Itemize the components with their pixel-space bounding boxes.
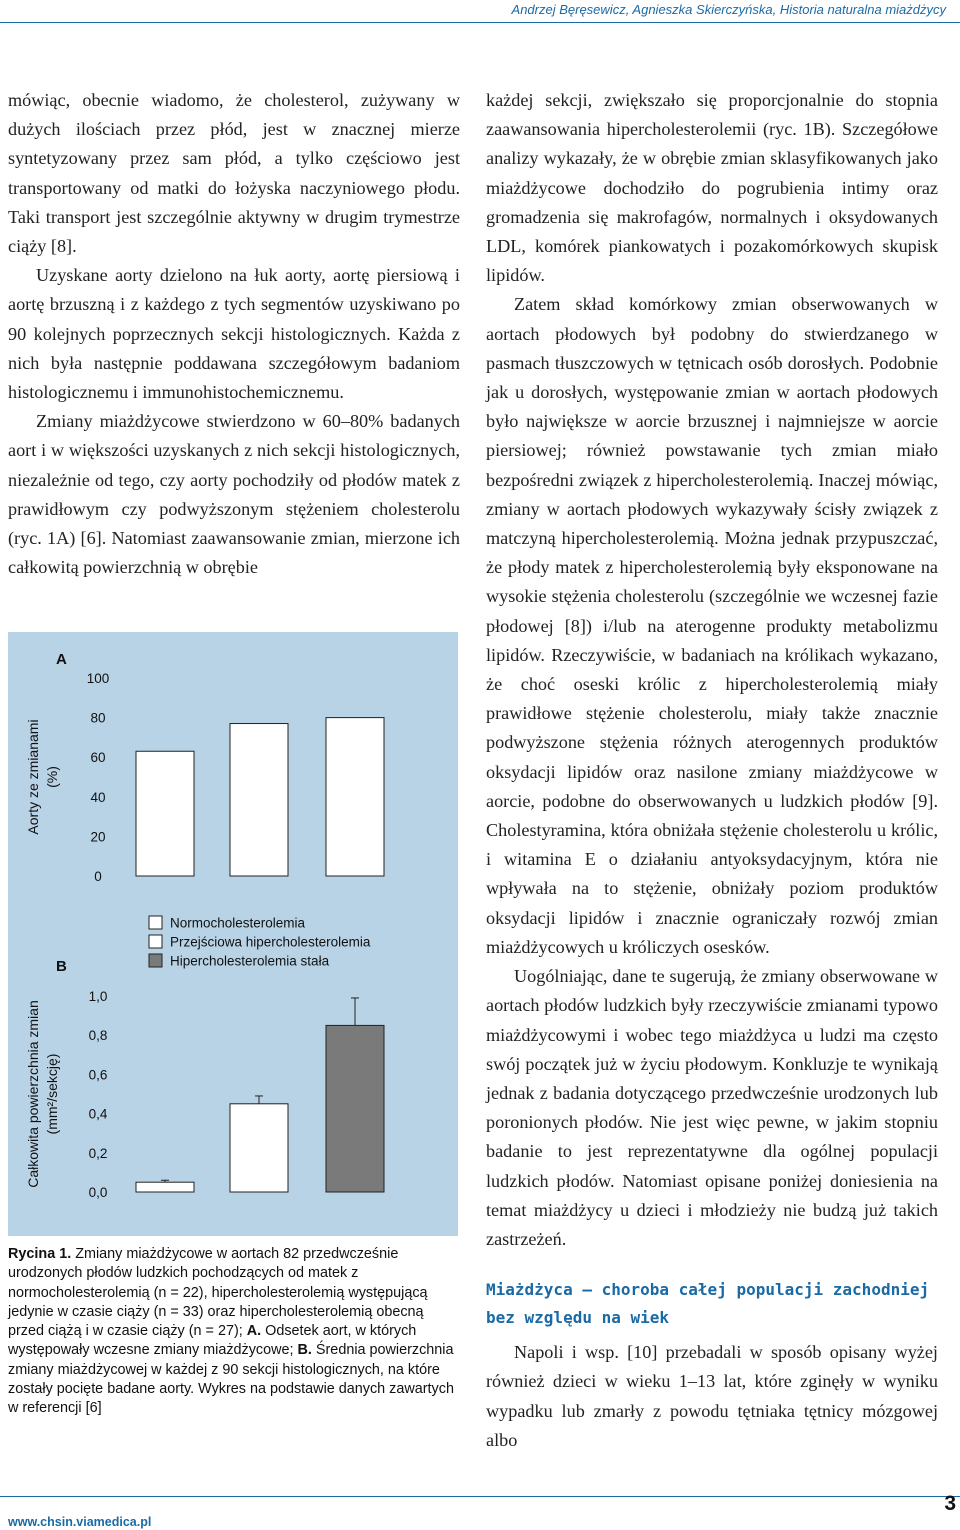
bar-a-1 (136, 751, 194, 876)
y-tick-label-b: 0,8 (88, 1028, 108, 1044)
legend-swatch-3 (149, 954, 162, 967)
y-tick-label-a: 20 (90, 829, 106, 845)
legend-swatch-1 (149, 916, 162, 929)
footer-rule (0, 1496, 960, 1497)
caption-text-c: Średnia powierzchnia zmiany miażdżycowej w każdej z 90 sekcji histologicznych, na które zostały pocięte badane aorty. Wykres na podstawie danych zawartych w referencji [6] (8, 1342, 454, 1417)
right-paragraph-1: każdej sekcji, zwiększało się proporcjonalnie do stopnia zaawansowania hipercholesterolemii (ryc. 1B). Szczegółowe analizy wykazały, że w obrębie zmian sklasyfikowanych jako miażdżycowe dochodziło do pogrubienia intimy oraz gromadzenia się makrofagów, normalnych i oksydowanych LDL, komórek piankowatych i pozakomórkowych skupisk lipidów. (486, 90, 938, 286)
y-tick-label-a: 0 (94, 869, 102, 884)
y-tick-label-a: 80 (90, 710, 106, 726)
legend-label-2: Przejściowa hipercholesterolemia (170, 934, 371, 950)
y-tick-label-b: 0,4 (88, 1106, 108, 1122)
caption-b-label: B. (297, 1342, 312, 1359)
caption-a-label: A. (246, 1323, 262, 1340)
y-tick-label-a: 100 (86, 671, 110, 686)
y-tick-label-b: 0,2 (88, 1145, 108, 1161)
right-paragraph-2: Zatem skład komórkowy zmian obserwowanych w aortach płodowych był podobny do stwierdzanego w pasmach tłuszczowych w tętnicach osób dorosłych. Podobnie jak u dorosłych, występowanie zmian w aortach płodowych było największe w aorcie brzusznej i najmniejsze w aorcie piersiowej; również powstawanie tych zmian miało bezpośredni związek z hipercholesterolemią. Inaczej mówiąc, zmiany w aortach płodowych wykazywały ścisły związek z matczyną hipercholesterolemią. Można jednak przypuszczać, że płody matek z hipercholesterolemią były eksponowane na wysokie stężenia cholesterolu (szczególnie we wczesnej fazie płodowej [8]) i/lub na aterogenne produkty metabolizmu lipidów. Rzeczywiście, w badaniach na królikach wykazano, że choć oseski królic z hipercholesterolemią miały prawidłowe stężenie cholesterolu, miały także znacznie podwyższone stężenia różnych aterogennych produktów oksydacji lipidów oraz nasilone zmiany miażdżycowe w aorcie, podobne do obserwowanych u ludzkich płodów [9]. Cholestyramina, która obniżała stężenie cholesterolu u królic, i witamina E o działaniu antyoksydacyjnym, która nie wpływała na to stężenie, obniżały poziom produktów oksydacji lipidów i znacznie ograniczały rozwój zmian miażdżycowych u króliczych osesków. (486, 294, 938, 957)
left-paragraph-2: Uzyskane aorty dzielono na łuk aorty, aortę piersiową i aortę brzuszną i z każdego z tych segmentów uzyskiwano po 90 kolejnych poprzecznych sekcji histologicznych. Każda z nich była następnie poddawana szczegółowym badaniom histologicznemu i immunohistochemicznemu. (8, 265, 460, 403)
bar-b-1 (136, 1182, 194, 1192)
left-paragraph-1: mówiąc, obecnie wiadomo, że cholesterol, zużywany w dużych ilościach przez płód, jest w znacznej mierze syntetyzowany przez sam płód, a tylko częściowo jest transportowany od matki do łożyska naczyniowego płodu. Taki transport jest szczególnie aktywny w drugim trymestrze ciąży [8]. (8, 90, 460, 257)
right-column (486, 86, 938, 1455)
y-tick-label-b: 0,0 (88, 1185, 108, 1200)
y-tick-label-a: 60 (90, 750, 106, 766)
panel-b (25, 916, 384, 1201)
figure-caption (8, 1245, 460, 1419)
y-tick-label-b: 1,0 (88, 989, 108, 1004)
y-tick-label-b: 0,6 (88, 1067, 108, 1083)
legend-label-3: Hipercholesterolemia stała (170, 953, 330, 969)
section-heading: Miażdżyca — choroba całej populacji zachodniej bez względu na wiek (486, 1280, 930, 1328)
running-header: Andrzej Bęręsewicz, Agnieszka Skierczyńska, Historia naturalna miażdżycy (511, 2, 946, 17)
right-paragraph-3: Uogólniając, dane te sugerują, że zmiany obserwowane w aortach płodów ludzkich były rzeczywiście zmianami typowo miażdżycowymi i wobec tego miażdżyca u ludzi ma często swój początek już w życiu płodowym. Konkluzje te wynikają jednak z badania dotyczącego przedwcześnie urodzonych lub poronionych płodów. Nie jest więc pewne, w jakim stopniu badanie to jest reprezentatywne dla ogólnej populacji ludzkich płodów. Natomiast opisane poniżej doniesienia na temat miażdżycy u dzieci i młodzieży nie budzą już takich zastrzeżeń. (486, 966, 938, 1249)
panel-letter-a: A (56, 651, 67, 668)
panel-letter-b: B (56, 958, 67, 975)
caption-text-a: Zmiany miażdżycowe w aortach 82 przedwcześnie urodzonych płodów ludzkich pochodzących od matek z normocholesterolemią (n = 22), hipercholesterolemią występującą jedynie w czasie ciąży (n = 33) oraz hipercholesterolemią obecną przed ciążą i w czasie ciąży (n = 27); (8, 1246, 428, 1340)
panel-a (25, 651, 384, 884)
y-axis-label-a: Aorty ze zmianami (%) (25, 719, 60, 835)
right-paragraph-4: Napoli i wsp. [10] przebadali w sposób opisany wyżej również dzieci w wieku 1–13 lat, które zginęły w wyniku wypadku lub zmarły z powodu tętniaka tętnicy mózgowej albo (486, 1342, 938, 1450)
left-paragraph-3: Zmiany miażdżycowe stwierdzono w 60–80% badanych aort i w większości uzyskanych z nich sekcji histologicznych, niezależnie od tego, czy aorty pochodziły od płodów matek z prawidłowym czy podwyższonym stężeniem cholesterolu (ryc. 1A) [6]. Natomiast zaawansowanie zmian, mierzone ich całkowitą powierzchnią w obrębie (8, 411, 460, 578)
header-rule (0, 22, 960, 23)
caption-label: Rycina 1. (8, 1246, 72, 1262)
y-axis-label-b: Całkowita powierzchnia zmian (mm²/sekcję) (25, 1000, 60, 1188)
footer-url[interactable]: www.chsin.viamedica.pl (8, 1515, 152, 1529)
bar-a-2 (230, 724, 288, 876)
bar-b-2 (230, 1104, 288, 1192)
figure-1-chart (8, 632, 458, 1236)
bar-b-3 (326, 1025, 384, 1192)
page-number: 3 (944, 1492, 956, 1515)
legend-swatch-2 (149, 935, 162, 948)
left-column (8, 86, 460, 582)
legend-label-1: Normocholesterolemia (170, 915, 306, 931)
caption-text-b: Odsetek aort, w których występowały wczesne zmiany miażdżycowe; (8, 1323, 417, 1359)
y-tick-label-a: 40 (90, 789, 106, 805)
figure-1 (8, 632, 458, 1236)
bar-a-3 (326, 718, 384, 876)
